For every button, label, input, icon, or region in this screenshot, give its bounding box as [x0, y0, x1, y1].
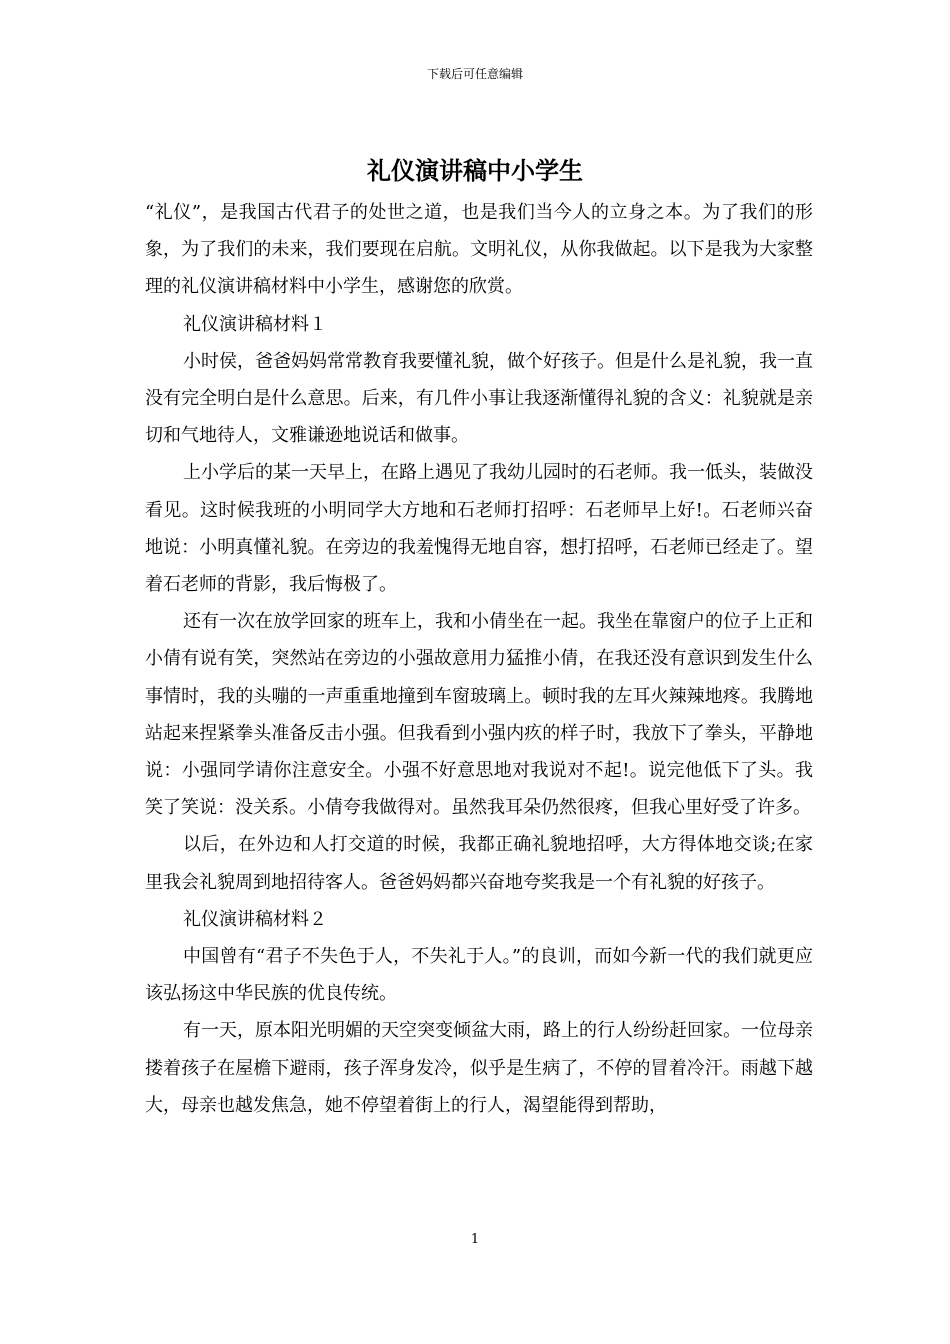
- document-body: [145, 194, 813, 1124]
- body-paragraph: 小时侯，爸爸妈妈常常教育我要懂礼貌，做个好孩子。但是什么是礼貌，我一直没有完全明白是什么意思。后来，有几件小事让我逐渐懂得礼貌的含义：礼貌就是亲切和气地待人，文雅谦逊地说话和做事。: [145, 350, 813, 447]
- intro-paragraph: “礼仪”，是我国古代君子的处世之道，也是我们当今人的立身之本。为了我们的形象，为了我们的未来，我们要现在启航。文明礼仪，从你我做起。以下是我为大家整理的礼仪演讲稿材料中小学生，感谢您的欣赏。: [145, 202, 813, 298]
- body-paragraph: 还有一次在放学回家的班车上，我和小倩坐在一起。我坐在靠窗户的位子上正和小倩有说有笑，突然站在旁边的小强故意用力猛推小倩，在我还没有意识到发生什么事情时，我的头嘣的一声重重地撞到车窗玻璃上。顿时我的左耳火辣辣地疼。我腾地站起来捏紧拳头准备反击小强。但我看到小强内疚的样子时，我放下了拳头，平静地说：小强同学请你注意安全。小强不好意思地对我说对不起!。说完他低下了头。我笑了笑说：没关系。小倩夸我做得对。虽然我耳朵仍然很疼，但我心里好受了许多。: [145, 611, 813, 819]
- section-heading-1: 礼仪演讲稿材料１: [183, 313, 327, 335]
- body-paragraph: 上小学后的某一天早上，在路上遇见了我幼儿园时的石老师。我一低头，装做没看见。这时候我班的小明同学大方地和石老师打招呼：石老师早上好!。石老师兴奋地说：小明真懂礼貌。在旁边的我羞愧得无地自容，想打招呼，石老师已经走了。望着石老师的背影，我后悔极了。: [145, 462, 813, 596]
- body-paragraph: 以后，在外边和人打交道的时候，我都正确礼貌地招呼，大方得体地交谈;在家里我会礼貌周到地招待客人。爸爸妈妈都兴奋地夸奖我是一个有礼貌的好孩子。: [145, 834, 813, 893]
- body-paragraph: 中国曾有“君子不失色于人，不失礼于人。”的良训，而如今新一代的我们就更应该弘扬这中华民族的优良传统。: [145, 946, 813, 1005]
- document-title: 礼仪演讲稿中小学生: [367, 156, 583, 185]
- header-note: 下载后可任意编辑: [426, 67, 523, 81]
- section-heading-2: 礼仪演讲稿材料２: [183, 908, 327, 930]
- page-number: 1: [470, 1232, 480, 1247]
- body-paragraph: 有一天，原本阳光明媚的天空突变倾盆大雨，路上的行人纷纷赶回家。一位母亲搂着孩子在屋檐下避雨，孩子浑身发冷，似乎是生病了，不停的冒着冷汗。雨越下越大，母亲也越发焦急，她不停望着街上的行人，渴望能得到帮助，: [145, 1020, 813, 1116]
